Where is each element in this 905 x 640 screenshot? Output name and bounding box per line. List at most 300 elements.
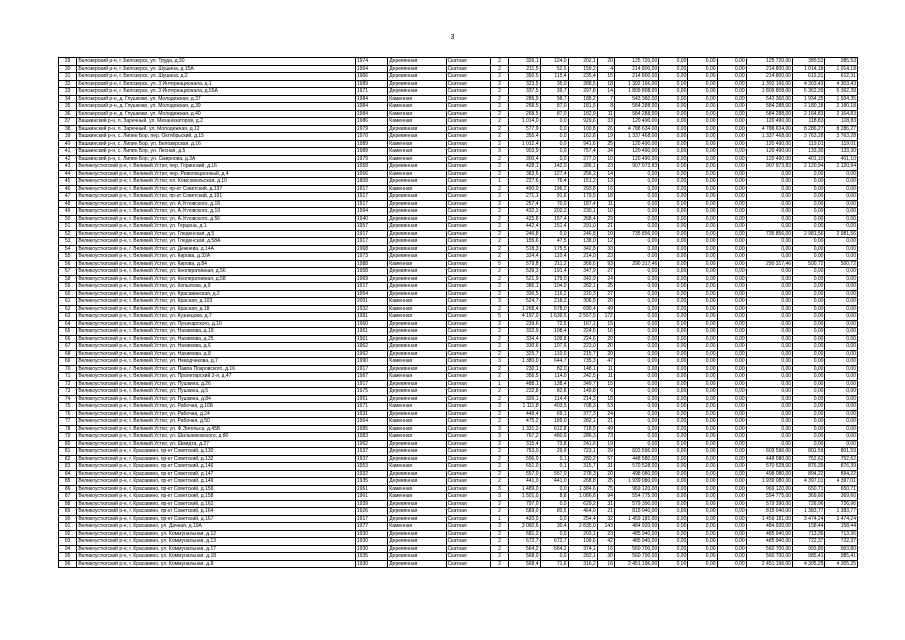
table-row bbox=[59, 230, 858, 238]
floors-cell: 5 bbox=[490, 313, 508, 321]
cost-regional-cell: 0,00 bbox=[688, 298, 717, 306]
cost-local-cell: 0,00 bbox=[717, 523, 746, 531]
table-row bbox=[59, 478, 858, 486]
table-row bbox=[59, 118, 858, 126]
unit-cost-cell: 0,00 bbox=[793, 440, 825, 448]
unit-cost-cell: 0,00 bbox=[793, 380, 825, 388]
residential-area-cell: 268,8 bbox=[568, 478, 597, 486]
table-row bbox=[59, 320, 858, 328]
floors-cell: 2 bbox=[490, 448, 508, 456]
wall-material-cell: Каменная bbox=[388, 260, 446, 268]
cost-regional-cell: 0,00 bbox=[688, 125, 717, 133]
cost-federal-cell: 0,00 bbox=[659, 538, 688, 546]
address-cell: Великоустюгский р-н, г. Красавино, пр-кт Советский, д.147 bbox=[77, 470, 356, 478]
floors-cell: 2 bbox=[490, 65, 508, 73]
unit-cost-cell: 1 014,18 bbox=[793, 65, 825, 73]
nonresidential-area-cell: 138,4 bbox=[540, 380, 568, 388]
table-row bbox=[59, 418, 858, 426]
unit-cost-limit-cell: 0,00 bbox=[825, 343, 858, 351]
build-year-cell: 1989 bbox=[355, 80, 387, 88]
total-area-cell: 903,9 bbox=[509, 148, 540, 156]
unit-cost-cell: 0,00 bbox=[793, 365, 825, 373]
table-row bbox=[59, 560, 858, 568]
build-year-cell: 1930 bbox=[355, 560, 387, 568]
nonresidential-area-cell: 71,6 bbox=[540, 560, 568, 568]
cost-federal-cell: 0,00 bbox=[659, 448, 688, 456]
total-area-cell: 1 331,3 bbox=[509, 425, 540, 433]
register-body bbox=[59, 58, 858, 568]
address-cell: Великоустюгский р-н, г. Великий Устюг, ул. Кирова, д.32А bbox=[77, 253, 356, 261]
cost-owners-cell: 0,00 bbox=[746, 380, 792, 388]
row-number-cell: 70 bbox=[59, 365, 77, 373]
floors-cell: 2 bbox=[490, 80, 508, 88]
build-year-cell: 1932 bbox=[355, 305, 387, 313]
wall-material-cell: Деревянная bbox=[388, 350, 446, 358]
wall-material-cell: Деревянная bbox=[388, 500, 446, 508]
roof-type-cell: Скатная bbox=[446, 545, 490, 553]
cost-total-cell: 1 809 808,00 bbox=[614, 88, 658, 96]
unit-cost-limit-cell: 0,00 bbox=[825, 290, 858, 298]
table-row bbox=[59, 253, 858, 261]
cost-local-cell: 0,00 bbox=[717, 305, 746, 313]
cost-federal-cell: 0,00 bbox=[659, 163, 688, 171]
roof-type-cell: Скатная bbox=[446, 245, 490, 253]
wall-material-cell: Деревянная bbox=[388, 478, 446, 486]
row-number-cell: 57 bbox=[59, 268, 77, 276]
wall-material-cell: Деревянная bbox=[388, 223, 446, 231]
residential-area-cell: 230,1 bbox=[568, 208, 597, 216]
cost-total-cell: 1 392 166,00 bbox=[614, 80, 658, 88]
residents-cell: 18 bbox=[597, 395, 614, 403]
unit-cost-limit-cell: 385,53 bbox=[825, 58, 858, 66]
cost-regional-cell: 0,00 bbox=[688, 425, 717, 433]
wall-material-cell: Каменная bbox=[388, 373, 446, 381]
residents-cell: 20 bbox=[597, 58, 614, 66]
nonresidential-area-cell: 72,5 bbox=[540, 320, 568, 328]
residents-cell: 24 bbox=[597, 275, 614, 283]
cost-federal-cell: 0,00 bbox=[659, 178, 688, 186]
wall-material-cell: Деревянная bbox=[388, 545, 446, 553]
address-cell: Великоустюгский р-н, г. Великий Устюг, ул. Неводчикова, д.7 bbox=[77, 358, 356, 366]
cost-regional-cell: 0,00 bbox=[688, 163, 717, 171]
address-cell: Великоустюгский р-н, г. Великий Устюг, ул. А.Угловского, д.56 bbox=[77, 215, 356, 223]
roof-type-cell: Скатная bbox=[446, 508, 490, 516]
roof-type-cell: Скатная bbox=[446, 433, 490, 441]
cost-owners-cell: 484 920,00 bbox=[746, 523, 792, 531]
total-area-cell: 1 501,0 bbox=[509, 493, 540, 501]
residential-area-cell: 188,2 bbox=[568, 95, 597, 103]
cost-total-cell: 0,00 bbox=[614, 268, 658, 276]
unit-cost-limit-cell: 0,00 bbox=[825, 215, 858, 223]
cost-total-cell: 0,00 bbox=[614, 245, 658, 253]
cost-local-cell: 0,00 bbox=[717, 343, 746, 351]
residents-cell: 4 bbox=[597, 65, 614, 73]
cost-total-cell: 0,00 bbox=[614, 440, 658, 448]
unit-cost-limit-cell: 650,71 bbox=[825, 485, 858, 493]
build-year-cell: 1986 bbox=[355, 118, 387, 126]
unit-cost-cell: 2 981,56 bbox=[793, 230, 825, 238]
total-area-cell: 246,8 bbox=[509, 230, 540, 238]
residential-area-cell: 315,7 bbox=[568, 463, 597, 471]
unit-cost-limit-cell: 0,00 bbox=[825, 170, 858, 178]
unit-cost-limit-cell: 0,00 bbox=[825, 403, 858, 411]
residents-cell: 30 bbox=[597, 553, 614, 561]
cost-local-cell: 0,00 bbox=[717, 493, 746, 501]
unit-cost-limit-cell: 0,00 bbox=[825, 253, 858, 261]
cost-owners-cell: 0,00 bbox=[746, 418, 792, 426]
unit-cost-cell: 0,00 bbox=[793, 275, 825, 283]
cost-total-cell: 735 856,00 bbox=[614, 230, 658, 238]
cost-local-cell: 0,00 bbox=[717, 148, 746, 156]
residents-cell: 21 bbox=[597, 418, 614, 426]
total-area-cell: 336,5 bbox=[509, 290, 540, 298]
residential-area-cell: 246,8 bbox=[568, 230, 597, 238]
total-area-cell: 432,3 bbox=[509, 208, 540, 216]
residents-cell: 18 bbox=[597, 80, 614, 88]
residents-cell: 49 bbox=[597, 305, 614, 313]
roof-type-cell: Скатная bbox=[446, 493, 490, 501]
unit-cost-cell: 0,00 bbox=[793, 238, 825, 246]
cost-federal-cell: 0,00 bbox=[659, 170, 688, 178]
unit-cost-cell: 0,00 bbox=[793, 425, 825, 433]
address-cell: Великоустюгский р-н, г. Великий Устюг, ул. Шильниковского, д.80 bbox=[77, 433, 356, 441]
cost-local-cell: 0,00 bbox=[717, 455, 746, 463]
unit-cost-cell: 801,59 bbox=[793, 448, 825, 456]
wall-material-cell: Деревянная bbox=[388, 163, 446, 171]
unit-cost-limit-cell: 0,00 bbox=[825, 373, 858, 381]
address-cell: Великоустюгский р-н, г. Великий Устюг, ул. Павла Покровского, д.16 bbox=[77, 365, 356, 373]
cost-local-cell: 0,00 bbox=[717, 58, 746, 66]
nonresidential-area-cell: 480,9 bbox=[540, 433, 568, 441]
cost-regional-cell: 0,00 bbox=[688, 508, 717, 516]
unit-cost-cell: 4 303,43 bbox=[793, 80, 825, 88]
cost-owners-cell: 969 120,00 bbox=[746, 485, 792, 493]
floors-cell: 2 bbox=[490, 553, 508, 561]
roof-type-cell: Скатная bbox=[446, 365, 490, 373]
page-number: 3 bbox=[450, 34, 455, 41]
residential-area-cell: 723,1 bbox=[568, 448, 597, 456]
cost-federal-cell: 0,00 bbox=[659, 283, 688, 291]
floors-cell: 2 bbox=[490, 470, 508, 478]
roof-type-cell: Скатная bbox=[446, 410, 490, 418]
row-number-cell: 84 bbox=[59, 470, 77, 478]
build-year-cell: 1984 bbox=[355, 103, 387, 111]
cost-owners-cell: 2 451 196,00 bbox=[746, 560, 792, 568]
cost-federal-cell: 0,00 bbox=[659, 403, 688, 411]
nonresidential-area-cell: 127,4 bbox=[540, 170, 568, 178]
row-number-cell: 64 bbox=[59, 320, 77, 328]
nonresidential-area-cell: 0,0 bbox=[540, 515, 568, 523]
residential-area-cell: 342,8 bbox=[568, 245, 597, 253]
nonresidential-area-cell: 0,0 bbox=[540, 118, 568, 126]
nonresidential-area-cell: 110,0 bbox=[540, 350, 568, 358]
row-number-cell: 86 bbox=[59, 485, 77, 493]
cost-total-cell: 0,00 bbox=[614, 403, 658, 411]
address-cell: Белозерский р-н, д. Глушково, ул. Молодежная, д.39 bbox=[77, 103, 356, 111]
residents-cell: 21 bbox=[597, 223, 614, 231]
cost-local-cell: 0,00 bbox=[717, 530, 746, 538]
cost-local-cell: 0,00 bbox=[717, 515, 746, 523]
address-cell: Великоустюгский р-н, г. Великий Устюг, пер. Революционный, д.4 bbox=[77, 170, 356, 178]
cost-owners-cell: 735 856,00 bbox=[746, 230, 792, 238]
build-year-cell: 1961 bbox=[355, 328, 387, 336]
roof-type-cell: Скатная bbox=[446, 170, 490, 178]
roof-type-cell: Скатная bbox=[446, 358, 490, 366]
unit-cost-limit-cell: 5 362,39 bbox=[825, 88, 858, 96]
address-cell: Белозерский р-н, г. Белозерск, ул. Шушина, д.2 bbox=[77, 73, 356, 81]
total-area-cell: 227,6 bbox=[509, 178, 540, 186]
nonresidential-area-cell: 35,0 bbox=[540, 80, 568, 88]
floors-cell: 2 bbox=[490, 215, 508, 223]
cost-regional-cell: 0,00 bbox=[688, 260, 717, 268]
floors-cell: 3 bbox=[490, 493, 508, 501]
wall-material-cell: Каменная bbox=[388, 305, 446, 313]
table-row bbox=[59, 373, 858, 381]
residential-area-cell: 297,8 bbox=[568, 88, 597, 96]
row-number-cell: 68 bbox=[59, 350, 77, 358]
residential-area-cell: 1 384,6 bbox=[568, 485, 597, 493]
cost-owners-cell: 0,00 bbox=[746, 245, 792, 253]
floors-cell: 2 bbox=[490, 268, 508, 276]
cost-local-cell: 0,00 bbox=[717, 328, 746, 336]
cost-federal-cell: 0,00 bbox=[659, 148, 688, 156]
row-number-cell: 79 bbox=[59, 433, 77, 441]
cost-local-cell: 0,00 bbox=[717, 253, 746, 261]
wall-material-cell: Каменная bbox=[388, 485, 446, 493]
unit-cost-cell: 0,00 bbox=[793, 395, 825, 403]
unit-cost-limit-cell: 722,37 bbox=[825, 538, 858, 546]
total-area-cell: 326,1 bbox=[509, 58, 540, 66]
residential-area-cell: 149,8 bbox=[568, 388, 597, 396]
unit-cost-cell: 0,00 bbox=[793, 200, 825, 208]
build-year-cell: 1989 bbox=[355, 140, 387, 148]
total-area-cell: 521,9 bbox=[509, 275, 540, 283]
nonresidential-area-cell: 191,4 bbox=[540, 268, 568, 276]
wall-material-cell: Деревянная bbox=[388, 448, 446, 456]
floors-cell: 2 bbox=[490, 388, 508, 396]
unit-cost-limit-cell: 158,44 bbox=[825, 523, 858, 531]
cost-owners-cell: 120 490,00 bbox=[746, 118, 792, 126]
wall-material-cell: Деревянная bbox=[388, 80, 446, 88]
build-year-cell: 1917 bbox=[355, 238, 387, 246]
unit-cost-cell: 0,00 bbox=[793, 283, 825, 291]
cost-regional-cell: 0,00 bbox=[688, 433, 717, 441]
row-number-cell: 60 bbox=[59, 290, 77, 298]
nonresidential-area-cell: 115,4 bbox=[540, 73, 568, 81]
build-year-cell: 1954 bbox=[355, 290, 387, 298]
cost-owners-cell: 560 700,00 bbox=[746, 545, 792, 553]
wall-material-cell: Каменная bbox=[388, 358, 446, 366]
residents-cell: 16 bbox=[597, 545, 614, 553]
address-cell: Белозерский р-н, г. Белозерск, ул. 3 Интернационала, д.1 bbox=[77, 80, 356, 88]
build-year-cell: 1926 bbox=[355, 508, 387, 516]
residential-area-cell: 377,3 bbox=[568, 410, 597, 418]
residents-cell: 94 bbox=[597, 493, 614, 501]
cost-total-cell: 1 337 468,00 bbox=[614, 133, 658, 141]
address-cell: Великоустюгский р-н, г. Великий Устюг, ул. Красная, д.103 bbox=[77, 298, 356, 306]
total-area-cell: 524,7 bbox=[509, 298, 540, 306]
build-year-cell: 1956 bbox=[355, 170, 387, 178]
floors-cell: 2 bbox=[490, 73, 508, 81]
total-area-cell: 332,9 bbox=[509, 328, 540, 336]
row-number-cell: 49 bbox=[59, 208, 77, 216]
roof-type-cell: Скатная bbox=[446, 298, 490, 306]
address-cell: Великоустюгский р-н, г. Красавино, ул. Дачная, д.19А bbox=[77, 523, 356, 531]
residential-area-cell: 148,1 bbox=[568, 365, 597, 373]
residential-area-cell: 690,4 bbox=[568, 305, 597, 313]
total-area-cell: 337,5 bbox=[509, 88, 540, 96]
wall-material-cell: Каменная bbox=[388, 110, 446, 118]
cost-local-cell: 0,00 bbox=[717, 133, 746, 141]
cost-regional-cell: 0,00 bbox=[688, 185, 717, 193]
wall-material-cell: Деревянная bbox=[388, 230, 446, 238]
total-area-cell: 268,5 bbox=[509, 103, 540, 111]
cost-local-cell: 0,00 bbox=[717, 125, 746, 133]
cost-federal-cell: 0,00 bbox=[659, 343, 688, 351]
table-row bbox=[59, 208, 858, 216]
build-year-cell: 1990 bbox=[355, 358, 387, 366]
roof-type-cell: Скатная bbox=[446, 155, 490, 163]
residential-area-cell: 306,5 bbox=[568, 298, 597, 306]
floors-cell: 3 bbox=[490, 403, 508, 411]
total-area-cell: 323,5 bbox=[509, 80, 540, 88]
nonresidential-area-cell: 0,0 bbox=[540, 140, 568, 148]
build-year-cell: 1958 bbox=[355, 163, 387, 171]
residential-area-cell: 757,4 bbox=[568, 148, 597, 156]
residential-area-cell: 316,2 bbox=[568, 560, 597, 568]
cost-local-cell: 0,00 bbox=[717, 320, 746, 328]
residential-area-cell: 202,1 bbox=[568, 58, 597, 66]
cost-local-cell: 0,00 bbox=[717, 178, 746, 186]
row-number-cell: 39 bbox=[59, 133, 77, 141]
address-cell: Великоустюгский р-н, г. Великий Устюг, ул. Пушкина, д.84 bbox=[77, 395, 356, 403]
roof-type-cell: Скатная bbox=[446, 283, 490, 291]
residential-area-cell: 2 557,5 bbox=[568, 313, 597, 321]
residents-cell: 26 bbox=[597, 125, 614, 133]
unit-cost-cell: 119,01 bbox=[793, 140, 825, 148]
cost-owners-cell: 0,00 bbox=[746, 343, 792, 351]
cost-owners-cell: 1 337 468,00 bbox=[746, 133, 792, 141]
cost-regional-cell: 0,00 bbox=[688, 200, 717, 208]
table-row bbox=[59, 110, 858, 118]
cost-owners-cell: 0,00 bbox=[746, 298, 792, 306]
table-row bbox=[59, 155, 858, 163]
cost-owners-cell: 815 040,00 bbox=[746, 508, 792, 516]
cost-federal-cell: 0,00 bbox=[659, 140, 688, 148]
build-year-cell: 1932 bbox=[355, 470, 387, 478]
unit-cost-limit-cell: 801,59 bbox=[825, 448, 858, 456]
wall-material-cell: Каменная bbox=[388, 140, 446, 148]
unit-cost-limit-cell: 713,36 bbox=[825, 530, 858, 538]
residents-cell: 15 bbox=[597, 73, 614, 81]
unit-cost-limit-cell: 3 763,28 bbox=[825, 133, 858, 141]
cost-owners-cell: 1 809 808,00 bbox=[746, 88, 792, 96]
cost-local-cell: 0,00 bbox=[717, 395, 746, 403]
nonresidential-area-cell: 179,0 bbox=[540, 275, 568, 283]
residents-cell: 7 bbox=[597, 95, 614, 103]
cost-regional-cell: 0,00 bbox=[688, 373, 717, 381]
build-year-cell: 1967 bbox=[355, 373, 387, 381]
floors-cell: 3 bbox=[490, 485, 508, 493]
address-cell: Великоустюгский р-н, г. Великий Устюг, ул. Шмидта, д.27 bbox=[77, 440, 356, 448]
row-number-cell: 52 bbox=[59, 230, 77, 238]
floors-cell: 2 bbox=[490, 410, 508, 418]
cost-federal-cell: 0,00 bbox=[659, 298, 688, 306]
wall-material-cell: Каменная bbox=[388, 148, 446, 156]
address-cell: Великоустюгский р-н, г. Красавино, ул. Коммунальная, д.18 bbox=[77, 553, 356, 561]
table-row bbox=[59, 440, 858, 448]
wall-material-cell: Каменная bbox=[388, 418, 446, 426]
cost-owners-cell: 0,00 bbox=[746, 373, 792, 381]
floors-cell: 2 bbox=[490, 118, 508, 126]
total-area-cell: 539,3 bbox=[509, 268, 540, 276]
unit-cost-limit-cell: 1 014,18 bbox=[825, 65, 858, 73]
nonresidential-area-cell: 0,0 bbox=[540, 530, 568, 538]
total-area-cell: 589,0 bbox=[509, 508, 540, 516]
unit-cost-limit-cell: 0,00 bbox=[825, 358, 858, 366]
residential-area-cell: 214,0 bbox=[568, 253, 597, 261]
cost-local-cell: 0,00 bbox=[717, 418, 746, 426]
roof-type-cell: Скатная bbox=[446, 553, 490, 561]
address-cell: Вашкинский р-н, п. Заречный, ул. Механизаторов, д.2 bbox=[77, 118, 356, 126]
unit-cost-limit-cell: 4 303,43 bbox=[825, 80, 858, 88]
residential-area-cell: 151,2 bbox=[568, 178, 597, 186]
cost-owners-cell: 1 459 181,00 bbox=[746, 515, 792, 523]
nonresidential-area-cell: 441,0 bbox=[540, 478, 568, 486]
address-cell: Великоустюгский р-н, г. Красавино, пр-кт Советский, д.146 bbox=[77, 463, 356, 471]
floors-cell: 2 bbox=[490, 305, 508, 313]
cost-federal-cell: 0,00 bbox=[659, 335, 688, 343]
nonresidential-area-cell: 0,0 bbox=[540, 133, 568, 141]
residents-cell: 20 bbox=[597, 343, 614, 351]
table-row bbox=[59, 500, 858, 508]
roof-type-cell: Скатная bbox=[446, 485, 490, 493]
residents-cell: 16 bbox=[597, 560, 614, 568]
residential-area-cell: 278,3 bbox=[568, 470, 597, 478]
address-cell: Великоустюгский р-н, г. Великий Устюг, ул. Пушкина, д.26 bbox=[77, 380, 356, 388]
wall-material-cell: Деревянная bbox=[388, 455, 446, 463]
wall-material-cell: Деревянная bbox=[388, 388, 446, 396]
unit-cost-limit-cell: 3 474,24 bbox=[825, 515, 858, 523]
cost-regional-cell: 0,00 bbox=[688, 530, 717, 538]
unit-cost-cell: 0,00 bbox=[793, 358, 825, 366]
cost-owners-cell: 0,00 bbox=[746, 358, 792, 366]
cost-total-cell: 0,00 bbox=[614, 380, 658, 388]
cost-regional-cell: 0,00 bbox=[688, 515, 717, 523]
build-year-cell: 1931 bbox=[355, 410, 387, 418]
row-number-cell: 78 bbox=[59, 425, 77, 433]
unit-cost-limit-cell: 0,00 bbox=[825, 178, 858, 186]
cost-local-cell: 0,00 bbox=[717, 193, 746, 201]
cost-total-cell: 485 940,00 bbox=[614, 530, 658, 538]
cost-total-cell: 0,00 bbox=[614, 328, 658, 336]
row-number-cell: 95 bbox=[59, 553, 77, 561]
cost-local-cell: 0,00 bbox=[717, 313, 746, 321]
cost-local-cell: 0,00 bbox=[717, 373, 746, 381]
unit-cost-limit-cell: 500,72 bbox=[825, 260, 858, 268]
residents-cell: 47 bbox=[597, 358, 614, 366]
unit-cost-limit-cell: 119,01 bbox=[825, 140, 858, 148]
unit-cost-limit-cell: 2 164,83 bbox=[825, 110, 858, 118]
build-year-cell: 1964 bbox=[355, 418, 387, 426]
cost-total-cell: 0,00 bbox=[614, 208, 658, 216]
address-cell: Великоустюгский р-н, г. Красавино, пр-кт Советский, д.149 bbox=[77, 478, 356, 486]
residential-area-cell: 347,9 bbox=[568, 268, 597, 276]
cost-local-cell: 0,00 bbox=[717, 478, 746, 486]
unit-cost-cell: 133,30 bbox=[793, 148, 825, 156]
cost-total-cell: 560 700,00 bbox=[614, 545, 658, 553]
unit-cost-cell: 158,44 bbox=[793, 523, 825, 531]
